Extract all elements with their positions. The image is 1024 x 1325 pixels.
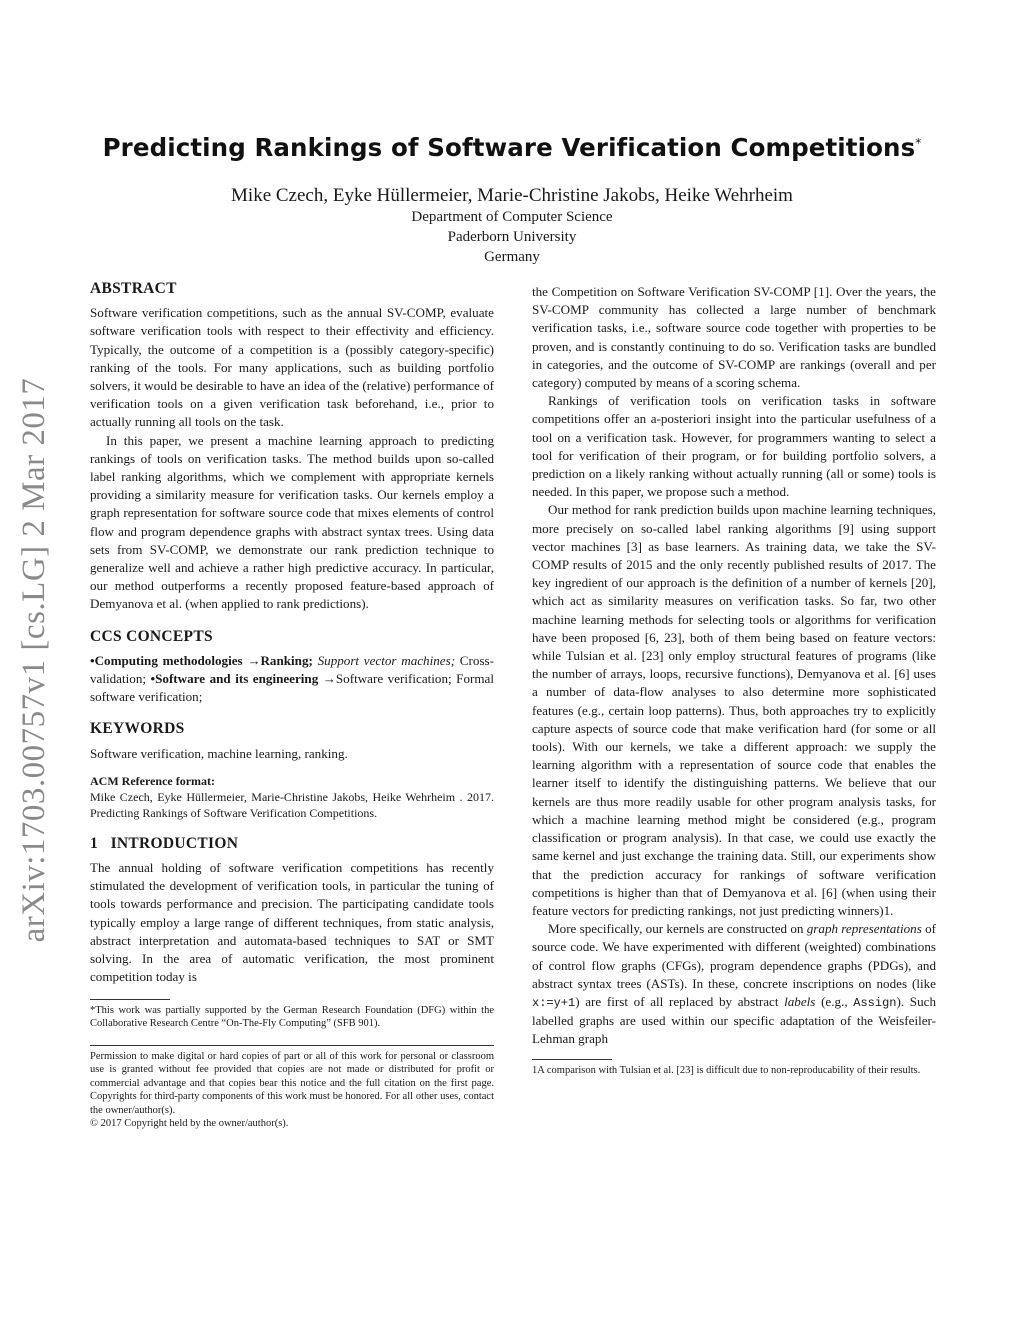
- p5-text-e: labels: [784, 993, 816, 1009]
- abstract-paragraph-2: In this paper, we present a machine learning approach to predicting rankings of tools on verification tasks. The method builds upon so-called label ranking algorithms, which we complement with appropriate kernels providing a similarity measure for verification tasks. Our kernels employ a graph representation for software source code that mixes elements of control flow and program dependence graphs with abstract syntax trees. Using data sets from SV-COMP, we demonstrate our rank prediction technique to generalize well and achieve a rather high predictive accuracy. In particular, our method outperforms a recently proposed feature-based approach of Demyanova et al. (when applied to rank predictions).: [90, 432, 494, 612]
- p5-code-1: x:=y+1: [532, 995, 576, 1010]
- affiliation-department: Department of Computer Science: [411, 209, 613, 225]
- title-text: Predicting Rankings of Software Verification Competitions: [102, 133, 916, 162]
- author-list: Mike Czech, Eyke Hüllermeier, Marie-Christine Jakobs, Heike Wehrheim: [231, 185, 793, 206]
- permission-rule: [90, 1045, 494, 1046]
- intro-paragraph-3: Rankings of verification tools on verification tasks in software competitions offer an a-posteriori insight into the particular usefulness of a tool on a verification task. However, for programmers wanting to select a tool for verification of their program, or for building portfolio solvers, a prediction on a likely ranking without actually running (all or some) tools is needed. In this paper, we propose such a method.: [532, 393, 936, 500]
- ccs-concept-2-detail: →Software verification; Formal software verification;: [90, 671, 494, 705]
- p5-text-b: graph representations: [806, 921, 922, 937]
- introduction-heading: 1 INTRODUCTION: [90, 834, 239, 852]
- p5-text-d: ) are first of all replaced by abstract: [575, 993, 785, 1009]
- footnote-1: 1A comparison with Tulsian et al. [23] is difficult due to non-reproducability of their results.: [532, 1064, 921, 1076]
- arxiv-stamp: arXiv:1703.00757v1 [cs.LG] 2 Mar 2017: [16, 377, 52, 943]
- intro-paragraph-5: [532, 920, 936, 1048]
- p5-text-g: ). Such labelled graphs are used within our specific adaptation of the Weisfeiler-Lehman graph: [532, 993, 936, 1047]
- p5-text-c: of source code. We have experimented with different (weighted) combinations of control flow graphs (CFGs), program dependence graphs (PDGs), and abstract syntax trees (ASTs). In these, concrete inscriptions on nodes (like: [532, 921, 936, 991]
- ccs-concepts: [90, 652, 494, 707]
- p5-text-a: More specifically, our kernels are constructed on: [548, 921, 807, 937]
- funding-footnote: *This work was partially supported by the German Research Foundation (DFG) within the Collaborative Research Centre “On-The-Fly Computing” (SFB 901).: [90, 1004, 494, 1029]
- ccs-concept-1-detail: Support vector machines;: [317, 652, 456, 668]
- p5-code-2: Assign: [853, 995, 897, 1010]
- title-footnote-mark: *: [915, 135, 922, 150]
- keywords-heading: KEYWORDS: [90, 720, 185, 738]
- affiliation-country: Germany: [484, 249, 540, 265]
- ccs-concept-2: •Software and its engineering: [150, 671, 319, 687]
- abstract-paragraph-1: Software verification competitions, such as the annual SV-COMP, evaluate software verification tools with respect to their effectivity and efficiency. Typically, the outcome of a competition is a (possibly category-specific) ranking of the tools. For many applications, such as building portfolio solvers, it would be desirable to have an idea of the (relative) performance of verification tools on a given verification task beforehand, i.e., prior to actually running all tools on the task.: [90, 305, 494, 430]
- affiliation-university: Paderborn University: [447, 229, 577, 245]
- ccs-concept-1-extra: Cross-validation;: [90, 652, 494, 687]
- ccs-heading: CCS CONCEPTS: [90, 627, 213, 645]
- introduction-paragraph-1: The annual holding of software verification competitions has recently stimulated the development of verification tools, in particular the tuning of tools towards performance and precision. The participating candidate tools typically employ a large range of different techniques, from static analysis, abstract interpretation and automata-based techniques to SAT or SMT solving. In the area of automatic verification, the most prominent competition today is: [90, 860, 494, 985]
- keywords-text: Software verification, machine learning, ranking.: [90, 745, 348, 761]
- acm-reference-text: Mike Czech, Eyke Hüllermeier, Marie-Christine Jakobs, Heike Wehrheim . 2017. Predicting Rankings of Software Verification Competitions.: [90, 789, 494, 820]
- intro-paragraph-2: the Competition on Software Verification SV-COMP [1]. Over the years, the SV-COMP community has collected a large number of benchmark verification tasks, i.e., software source code together with properties to be proven, and is constantly continuing to do so. Verification tasks are bundled in categories, and the outcome of SV-COMP are rankings (overall and per category) computed by means of a scoring schema.: [532, 284, 936, 391]
- abstract-heading: ABSTRACT: [90, 280, 177, 297]
- acm-reference-label: ACM Reference format:: [90, 773, 216, 788]
- ccs-concept-1: •Computing methodologies →Ranking;: [90, 652, 313, 668]
- footnote-rule: [90, 999, 170, 1000]
- paper-title: [60, 133, 964, 162]
- p5-text-f: (e.g.,: [815, 993, 854, 1009]
- left-column: [90, 280, 494, 1131]
- permission-notice: Permission to make digital or hard copies of part or all of this work for personal or classroom use is granted without fee provided that copies are not made or distributed for profit or commercial advantage and that copies bear this notice and the full citation on the first page. Copyrights for third-party components of this work must be honored. For all other uses, contact the owner/author(s).: [90, 1050, 494, 1116]
- intro-paragraph-4: Our method for rank prediction builds upon machine learning techniques, more precisely on so-called label ranking algorithms [9] using support vector machines [3] as base learners. As training data, we take the SV-COMP results of 2015 and the only recently published results of 2017. The key ingredient of our approach is the definition of a number of kernels [20], which act as similarity measures on verification tasks. So far, two other machine learning methods for selecting tools or algorithms for verification have been proposed [6, 23], both of them being based on feature vectors: while Tulsian et al. [23] only employ structural features of programs (like the number of arrays, loops, recursive functions), Demyanova et al. [6] uses a number of data-flow analyses to also determine more sophisticated features (e.g., certain loop patterns). Thus, both approaches try to explicitly capture aspects of source code that make verification hard (for some or all tools). With our kernels, we take a different approach: we supply the learning algorithm with a representation of source code that enables the learner itself to identify the distinguishing patterns. We believe that our kernels are thus more readily usable for other program analysis tasks, for which a machine learning method might be considered (e.g., program classification or program analysis). In that case, we could use exactly the same kernel and just exchange the training data. Still, our experiments show that the prediction accuracy for rankings of software verification competitions is higher than that of Demyanova et al. [6] (when using their feature vectors for predicting rankings, not just predicting winners)1.: [532, 502, 936, 918]
- copyright-notice: © 2017 Copyright held by the owner/author(s).: [90, 1118, 289, 1129]
- right-column: [532, 283, 936, 1077]
- right-footnote-rule: [532, 1059, 612, 1060]
